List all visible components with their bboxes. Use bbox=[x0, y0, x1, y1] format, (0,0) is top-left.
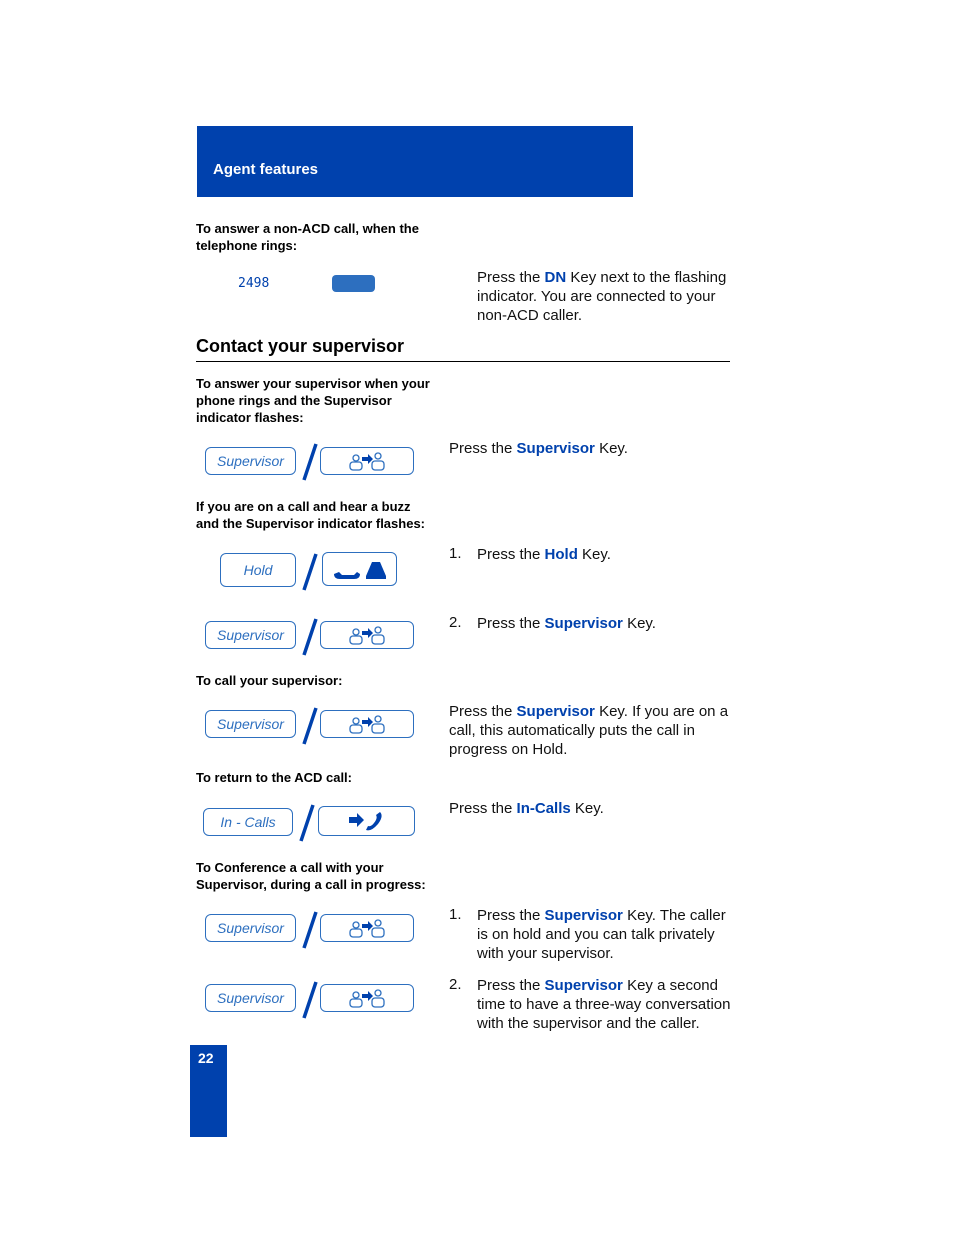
supervisor-icon-key[interactable] bbox=[320, 984, 414, 1012]
instruction-conference-step1: Press the Supervisor Key. The caller is on hold and you can talk privately with your supervisor. bbox=[477, 907, 726, 962]
step-number: 2. bbox=[449, 976, 462, 993]
supervisor-icon-key[interactable] bbox=[320, 447, 414, 475]
subhead-call-supervisor: To call your supervisor: bbox=[196, 673, 343, 688]
instruction-dn: Press the DN Key next to the flashing indicator. You are connected to your non-ACD caller. bbox=[477, 269, 727, 324]
instruction-answer-supervisor: Press the Supervisor Key. bbox=[449, 440, 628, 457]
supervisor-icon bbox=[348, 450, 386, 472]
hold-icon-key[interactable] bbox=[322, 552, 397, 586]
supervisor-icon bbox=[348, 624, 386, 646]
dn-number: 2498 bbox=[238, 276, 270, 291]
supervisor-icon-key[interactable] bbox=[320, 914, 414, 942]
instruction-call-supervisor: Press the Supervisor Key. If you are on a call, this automatically puts the call in progress on Hold. bbox=[449, 703, 729, 758]
slash-divider-icon bbox=[300, 617, 320, 657]
page-number: 22 bbox=[198, 1050, 214, 1066]
supervisor-key[interactable]: Supervisor bbox=[205, 621, 296, 649]
slash-divider-icon bbox=[300, 980, 320, 1020]
instruction-incalls: Press the In-Calls Key. bbox=[449, 800, 604, 817]
hold-key[interactable]: Hold bbox=[220, 553, 296, 587]
incalls-key[interactable]: In - Calls bbox=[203, 808, 293, 836]
supervisor-key[interactable]: Supervisor bbox=[205, 984, 296, 1012]
section-rule bbox=[196, 361, 730, 362]
supervisor-icon-key[interactable] bbox=[320, 710, 414, 738]
step-number: 1. bbox=[449, 906, 462, 923]
subhead-return-acd: To return to the ACD call: bbox=[196, 770, 352, 785]
instruction-conference-step2: Press the Supervisor Key a second time to have a three-way conversation with the supervisor and the caller. bbox=[477, 977, 731, 1032]
section-title: Contact your supervisor bbox=[196, 336, 405, 356]
subhead-answer-supervisor: To answer your supervisor when your phone rings and the Supervisor indicator flashes: bbox=[196, 376, 430, 425]
incalls-icon bbox=[347, 809, 387, 833]
slash-divider-icon bbox=[300, 910, 320, 950]
supervisor-icon bbox=[348, 713, 386, 735]
handset-hold-icon bbox=[330, 556, 390, 582]
supervisor-icon-key[interactable] bbox=[320, 621, 414, 649]
subhead-conference: To Conference a call with your Supervisor, during a call in progress: bbox=[196, 860, 426, 892]
supervisor-key[interactable]: Supervisor bbox=[205, 914, 296, 942]
supervisor-icon bbox=[348, 987, 386, 1009]
step-number: 1. bbox=[449, 545, 462, 562]
supervisor-key[interactable]: Supervisor bbox=[205, 710, 296, 738]
incalls-icon-key[interactable] bbox=[318, 806, 415, 836]
slash-divider-icon bbox=[300, 552, 320, 592]
step-number: 2. bbox=[449, 614, 462, 631]
slash-divider-icon bbox=[300, 442, 320, 482]
subhead-non-acd: To answer a non-ACD call, when the telephone rings: bbox=[196, 221, 419, 253]
slash-divider-icon bbox=[297, 803, 317, 843]
instruction-supervisor: Press the Supervisor Key. bbox=[477, 615, 656, 632]
header-title: Agent features bbox=[213, 161, 319, 178]
dn-key[interactable] bbox=[332, 275, 375, 292]
slash-divider-icon bbox=[300, 706, 320, 746]
subhead-buzz: If you are on a call and hear a buzz and the Supervisor indicator flashes: bbox=[196, 499, 425, 531]
supervisor-icon bbox=[348, 917, 386, 939]
supervisor-key[interactable]: Supervisor bbox=[205, 447, 296, 475]
instruction-hold: Press the Hold Key. bbox=[477, 546, 611, 563]
